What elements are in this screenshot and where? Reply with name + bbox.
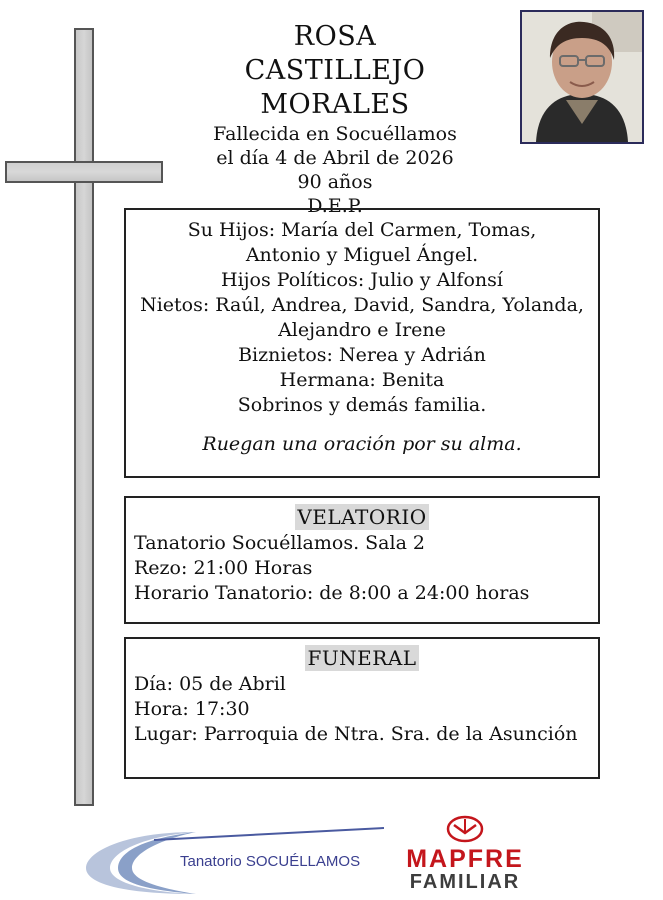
prayer-request: Ruegan una oración por su alma. [202, 433, 522, 455]
first-name: ROSA [293, 21, 377, 52]
family-line: Hermana: Benita [279, 369, 445, 391]
portrait-photo [520, 10, 644, 144]
obituary-header [170, 20, 500, 218]
portrait-icon [522, 12, 642, 142]
family-line: Hijos Políticos: Julio y Alfonsí [221, 269, 503, 291]
mapfre-logo [385, 815, 545, 895]
velatorio-title: VELATORIO [297, 505, 427, 529]
family-line: Biznietos: Nerea y Adrián [238, 344, 486, 366]
velatorio-hours: Horario Tanatorio: de 8:00 a 24:00 horas [134, 582, 530, 604]
funeral-place: Lugar: Parroquia de Ntra. Sra. de la Asunción [134, 723, 578, 745]
surnames: CASTILLEJO MORALES [244, 55, 426, 120]
funeral-box [124, 637, 600, 779]
mapfre-name: MAPFRE [406, 845, 524, 873]
funeral-title: FUNERAL [307, 646, 417, 670]
death-place: Fallecida en Socuéllamos [213, 123, 457, 145]
cross-vertical-beam [74, 28, 94, 806]
mapfre-emblem-icon [445, 815, 485, 843]
family-line: Nietos: Raúl, Andrea, David, Sandra, Yolanda, [140, 294, 584, 316]
mapfre-sub: FAMILIAR [409, 871, 521, 893]
velatorio-box [124, 496, 600, 624]
velatorio-prayer-time: Rezo: 21:00 Horas [134, 557, 313, 579]
age: 90 años [297, 171, 373, 193]
family-line: Alejandro e Irene [278, 319, 446, 341]
funeral-time: Hora: 17:30 [134, 698, 250, 720]
death-date: el día 4 de Abril de 2026 [216, 147, 454, 169]
velatorio-location: Tanatorio Socuéllamos. Sala 2 [134, 532, 426, 554]
dep-text: D.E.P. [307, 195, 363, 217]
funeral-day: Día: 05 de Abril [134, 673, 286, 695]
tanatorio-name: Tanatorio SOCUÉLLAMOS [180, 853, 361, 870]
cross-horizontal-beam [5, 161, 163, 183]
family-line: Antonio y Miguel Ángel. [245, 244, 479, 266]
family-line: Sobrinos y demás familia. [237, 394, 487, 416]
family-box [124, 208, 600, 478]
family-line: Su Hijos: María del Carmen, Tomas, [187, 219, 537, 241]
